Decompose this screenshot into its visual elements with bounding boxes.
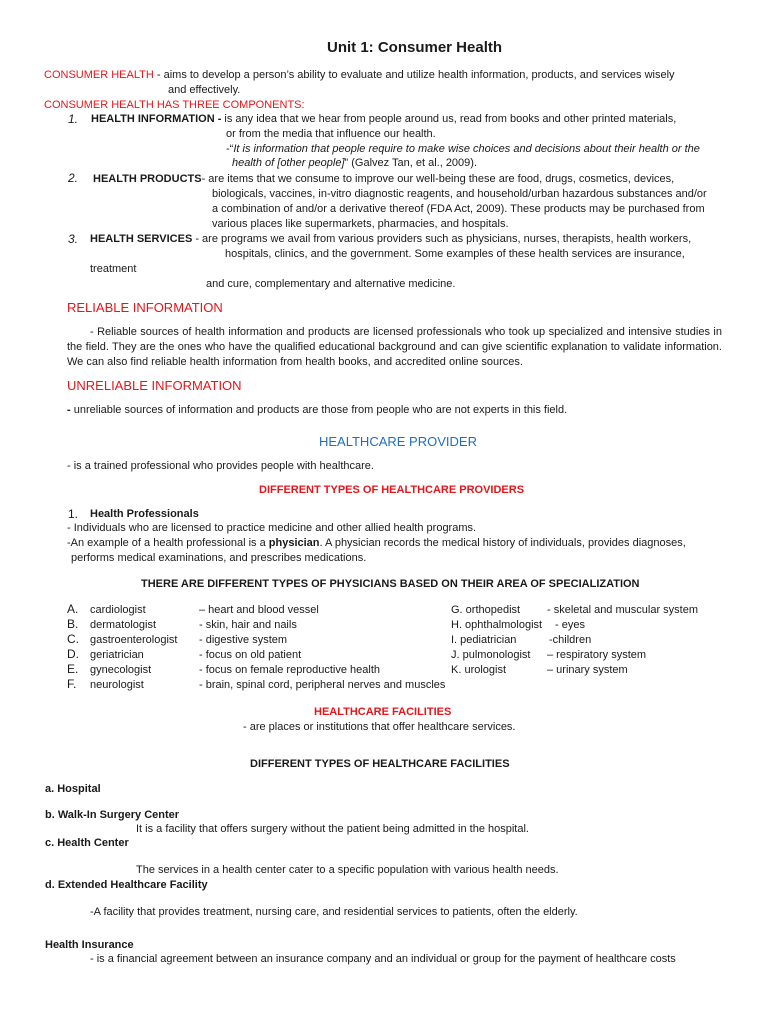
insurance-definition: - is a financial agreement between an insurance company and an individual or group for the payment of healthcare costs (90, 953, 676, 965)
provider-types-heading: DIFFERENT TYPES OF HEALTHCARE PROVIDERS (259, 484, 525, 496)
component-3-line2: hospitals, clinics, and the government. Some examples of these health services are insurance, (225, 248, 685, 260)
physicians-heading: THERE ARE DIFFERENT TYPES OF PHYSICIANS BASED ON THEIR AREA OF SPECIALIZATION (141, 578, 640, 590)
component-3-line3: treatment (90, 263, 137, 275)
provider-item-number: 1. (68, 507, 79, 521)
facility-walk-in-surgery-center: b. Walk-In Surgery Center (45, 809, 180, 821)
consumer-health-definition (44, 68, 675, 83)
component-1-line2: or from the media that influence our health. (226, 128, 436, 140)
physician-letter: F. (67, 677, 77, 691)
unreliable-text (67, 403, 567, 418)
physician-desc: – respiratory system (547, 649, 647, 661)
physician-name: G. orthopedist (451, 604, 521, 616)
component-2-line2: biologicals, vaccines, in-vitro diagnostic reagents, and household/urban hazardous substances and/or (212, 188, 707, 200)
facilities-definition: - are places or institutions that offer healthcare services. (243, 721, 516, 733)
consumer-health-def-line2: and effectively. (168, 84, 241, 96)
component-3-term: HEALTH SERVICES (90, 233, 193, 245)
provider-line3: performs medical examinations, and prescribes medications. (71, 552, 367, 564)
physician-letter: A. (67, 602, 79, 616)
component-1-quote-line1 (226, 142, 700, 157)
component-1-quote-line2 (232, 156, 477, 171)
consumer-health-def-line1: - aims to develop a person’s ability to evaluate and utilize health information, products, and services wisely (153, 69, 675, 81)
reliable-text: - Reliable sources of health information and products are licensed professionals who took up specialized and intensive studies in the field. They are the ones who have the qualified educational background and can give scientific explanation to validate information. We can also find reliable health information from health books, and accredited online sources. (67, 326, 722, 368)
physician-letter: D. (67, 647, 79, 661)
facility-health-center-desc: The services in a health center cater to a specific population with various health needs. (136, 864, 559, 876)
provider-line2 (67, 536, 686, 551)
physician-name: dermatologist (90, 619, 157, 631)
physician-desc: - eyes (555, 619, 585, 631)
provider-line2-pre: -An example of a health professional is a (67, 537, 269, 549)
quote-citation: ” (Galvez Tan, et al., 2009). (344, 157, 478, 169)
physician-name: H. ophthalmologist (451, 619, 543, 631)
physician-letter: E. (67, 662, 79, 676)
component-3-line1 (90, 232, 691, 247)
component-3-number: 3. (68, 232, 79, 246)
physician-desc: - digestive system (199, 634, 288, 646)
physician-desc: -children (549, 634, 592, 646)
facility-health-center: c. Health Center (45, 837, 129, 849)
facility-hospital: a. Hospital (45, 783, 101, 795)
facility-extended-healthcare: d. Extended Healthcare Facility (45, 879, 208, 891)
physician-name: neurologist (90, 679, 144, 691)
unreliable-body: unreliable sources of information and products are those from people who are not experts in this field. (70, 404, 568, 416)
component-1-text: is any idea that we hear from people around us, read from books and other printed materials, (221, 113, 677, 125)
physician-name: geriatrician (90, 649, 144, 661)
component-1-term: HEALTH INFORMATION - (91, 113, 222, 125)
provider-heading: HEALTHCARE PROVIDER (319, 434, 477, 449)
physician-desc: - skin, hair and nails (199, 619, 297, 631)
physician-desc: - skeletal and muscular system (547, 604, 698, 616)
page-title: Unit 1: Consumer Health (327, 39, 503, 56)
component-3-line4: and cure, complementary and alternative medicine. (206, 278, 456, 290)
component-3-text: - are programs we avail from various providers such as physicians, nurses, therapists, health workers, (192, 233, 692, 245)
facilities-heading: HEALTHCARE FACILITIES (314, 706, 452, 718)
components-heading: CONSUMER HEALTH HAS THREE COMPONENTS: (44, 99, 305, 111)
component-1-line1 (91, 112, 676, 127)
consumer-health-term: CONSUMER HEALTH (44, 69, 154, 81)
facility-types-heading: DIFFERENT TYPES OF HEALTHCARE FACILITIES (250, 758, 510, 770)
physician-desc: - brain, spinal cord, peripheral nerves and muscles (199, 679, 446, 691)
physician-name: cardiologist (90, 604, 146, 616)
physician-name: K. urologist (451, 664, 507, 676)
component-2-term: HEALTH PRODUCTS (93, 173, 202, 185)
provider-line1: - Individuals who are licensed to practice medicine and other allied health programs. (67, 522, 477, 534)
component-2-line1 (93, 172, 674, 187)
provider-item-title: Health Professionals (90, 508, 199, 520)
physician-letter: C. (67, 632, 79, 646)
component-2-number: 2. (68, 171, 79, 185)
provider-line2-post: . A physician records the medical history of individuals, provides diagnoses, (319, 537, 686, 549)
quote-text-2: health of [other people] (232, 157, 345, 169)
physician-desc: - focus on old patient (199, 649, 302, 661)
unreliable-heading: UNRELIABLE INFORMATION (67, 378, 242, 393)
facility-walk-in-desc: It is a facility that offers surgery without the patient being admitted in the hospital. (136, 823, 529, 835)
facility-extended-desc: -A facility that provides treatment, nursing care, and residential services to patients, often the elderly. (90, 906, 578, 918)
component-2-text: - are items that we consume to improve our well-being these are food, drugs, cosmetics, devices, (201, 173, 675, 185)
component-2-line3: a combination of and/or a derivative thereof (FDA Act, 2009). These products may be purchased from (212, 203, 705, 215)
component-2-line4: various places like supermarkets, pharmacies, and hospitals. (212, 218, 509, 230)
insurance-heading: Health Insurance (45, 939, 134, 951)
quote-prefix: -“ (226, 143, 234, 155)
physician-desc: – heart and blood vessel (199, 604, 319, 616)
component-1-number: 1. (68, 112, 79, 126)
provider-definition: - is a trained professional who provides people with healthcare. (67, 460, 374, 472)
physician-name: I. pediatrician (451, 634, 517, 646)
unreliable-dash: - (67, 404, 71, 416)
physician-letter: B. (67, 617, 79, 631)
physician-name: J. pulmonologist (451, 649, 531, 661)
physician-name: gynecologist (90, 664, 152, 676)
physician-term: physician (268, 537, 320, 549)
quote-text-1: It is information that people require to make wise choices and decisions about their health or the (233, 143, 700, 155)
reliable-heading: RELIABLE INFORMATION (67, 300, 223, 315)
physician-desc: - focus on female reproductive health (199, 664, 380, 676)
physician-name: gastroenterologist (90, 634, 178, 646)
physician-desc: – urinary system (547, 664, 628, 676)
